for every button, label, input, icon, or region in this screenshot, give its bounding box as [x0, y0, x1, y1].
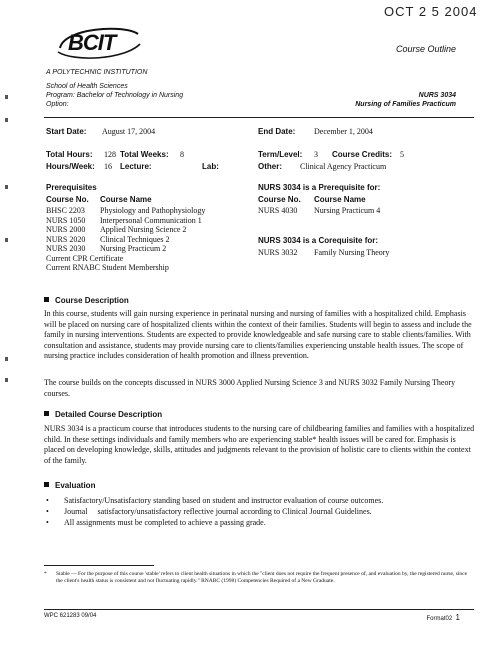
coreq-row: NURS 3032 Family Nursing Theory — [258, 248, 390, 257]
prereq-row: BHSC 2203 Physiology and Pathophysiology — [46, 206, 206, 215]
footnote — [44, 571, 476, 585]
other-label: Other: — [258, 162, 282, 171]
footnote-rule — [44, 565, 154, 566]
coreq-heading: NURS 3034 is a Corequisite for: — [258, 236, 379, 245]
prereq-row: NURS 2030 Nursing Practicum 2 — [46, 244, 167, 253]
prerequisites — [46, 183, 246, 273]
prereq-for-col-no: Course No. — [258, 195, 301, 204]
scan-mark — [5, 357, 8, 361]
program-name: Program: Bachelor of Technology in Nursing — [46, 92, 184, 99]
total-hours-value: 128 — [104, 150, 116, 159]
square-bullet-icon — [44, 411, 49, 416]
prereq-for-header-row — [258, 195, 478, 204]
scan-mark — [5, 185, 8, 189]
logo-text: BCIT — [68, 30, 116, 55]
evaluation-list — [44, 495, 476, 528]
prereq-extra: Current RNABC Student Membership — [46, 263, 169, 272]
footer-right — [427, 613, 460, 622]
term-label: Term/Level: — [258, 150, 303, 159]
start-date-label: Start Date: — [46, 127, 87, 136]
prereq-heading: Prerequisites — [46, 183, 97, 192]
option-label: Option: — [46, 101, 69, 108]
logo-tagline: A POLYTECHNIC INSTITUTION — [46, 69, 148, 76]
prerequisite-for — [258, 183, 478, 257]
school-name: School of Health Sciences — [46, 83, 128, 90]
page-number: 1 — [455, 613, 460, 622]
evaluation-item: • All assignments must be completed to achieve a passing grade. — [44, 517, 476, 528]
credits-value: 5 — [400, 150, 404, 159]
course-title: Nursing of Families Practicum — [355, 101, 456, 108]
evaluation-heading: Evaluation — [44, 481, 95, 490]
divider — [44, 117, 474, 118]
doc-type: Course Outline — [395, 44, 456, 54]
school-block — [46, 82, 183, 109]
square-bullet-icon — [44, 297, 49, 302]
scan-mark — [5, 118, 8, 122]
footer-divider — [44, 609, 474, 610]
hours-week-label: Hours/Week: — [46, 162, 95, 171]
start-date-value: August 17, 2004 — [102, 127, 156, 136]
prereq-row: NURS 1050 Interpersonal Communication 1 — [46, 215, 202, 225]
scan-mark — [5, 95, 8, 99]
bcit-logo — [54, 22, 144, 64]
prereq-extra: Current CPR Certificate — [46, 253, 124, 263]
other-value: Clinical Agency Practicum — [300, 162, 387, 171]
course-header — [355, 91, 456, 109]
term-value: 3 — [314, 150, 318, 159]
prereq-row: NURS 2000 Applied Nursing Science 2 — [46, 225, 187, 234]
prereq-for-heading: NURS 3034 is a Prerequisite for: — [258, 183, 381, 192]
description-heading: Course Description — [44, 296, 129, 305]
course-code: NURS 3034 — [418, 92, 456, 99]
prereq-header-row — [46, 195, 246, 204]
scan-mark — [5, 238, 8, 242]
total-weeks-label: Total Weeks: — [120, 150, 169, 159]
lecture-label: Lecture: — [120, 162, 152, 171]
scan-mark — [5, 378, 8, 382]
footer-code: WPC 621283 09/04 — [44, 613, 97, 619]
prereq-col-no: Course No. — [46, 195, 89, 204]
description-paragraph-1: In this course, students will gain nursing experience in perinatal nursing and nursing of families with a hospitalized child. Emphasis will be placed on nursing care of hospitalized clients within the context of their families. Students will begin to assess and include the family in nursing interventions. Students are expected to provide knowledgeable and safe nursing care to stable clients/families. With consultation and assistance, students may provide nursing care to clients/families experiencing unstable health issues. The scope of nursing practice includes consideration of health promotion and illness prevention. — [44, 309, 472, 360]
end-date-value: December 1, 2004 — [314, 127, 373, 136]
total-weeks-value: 8 — [180, 150, 184, 159]
evaluation-item: • Satisfactory/Unsatisfactory standing based on student and instructor evaluation of course outcomes. — [44, 495, 476, 506]
description-paragraph-2: The course builds on the concepts discussed in NURS 3000 Applied Nursing Science 3 and NURS 3032 Family Nursing Theory courses. — [44, 378, 456, 398]
hours-week-value: 16 — [104, 162, 112, 171]
lab-label: Lab: — [202, 162, 219, 171]
prereq-row: NURS 2020 Clinical Techniques 2 — [46, 234, 170, 244]
received-stamp: OCT 2 5 2004 — [384, 4, 478, 19]
prereq-col-name: Course Name — [100, 195, 152, 204]
credits-label: Course Credits: — [332, 150, 393, 159]
detailed-paragraph: NURS 3034 is a practicum course that introduces students to the nursing care of childbearing families and families with a hospitalized child. In these settings individuals and family members who are experiencing stable* health issues will be cared for. Emphasis is placed on developing knowledge, skills, attitudes and judgments relevant to the provision of holistic care to clients within the context of the family. — [44, 424, 475, 465]
square-bullet-icon — [44, 482, 49, 487]
footnote-text: Stable — For the purpose of this course 'stable' refers to client health situations in which the "client does not require the frequent presence of, and evaluation by, the registered nurse, since the client's health status is consistent and not fluctuating rapidly." RNABC (1998) Competencies Required of a New Graduate. — [56, 571, 468, 584]
detailed-heading: Detailed Course Description — [44, 410, 162, 419]
footnote-marker: * — [44, 571, 47, 577]
format-label: Format02 — [426, 616, 453, 622]
evaluation-item: • Journal satisfactory/unsatisfactory reflective journal according to Clinical Journal Guidelines. — [44, 506, 476, 517]
total-hours-label: Total Hours: — [46, 150, 93, 159]
prereq-for-row: NURS 4030 Nursing Practicum 4 — [258, 206, 381, 215]
end-date-label: End Date: — [258, 127, 296, 136]
prereq-for-col-name: Course Name — [314, 195, 366, 204]
